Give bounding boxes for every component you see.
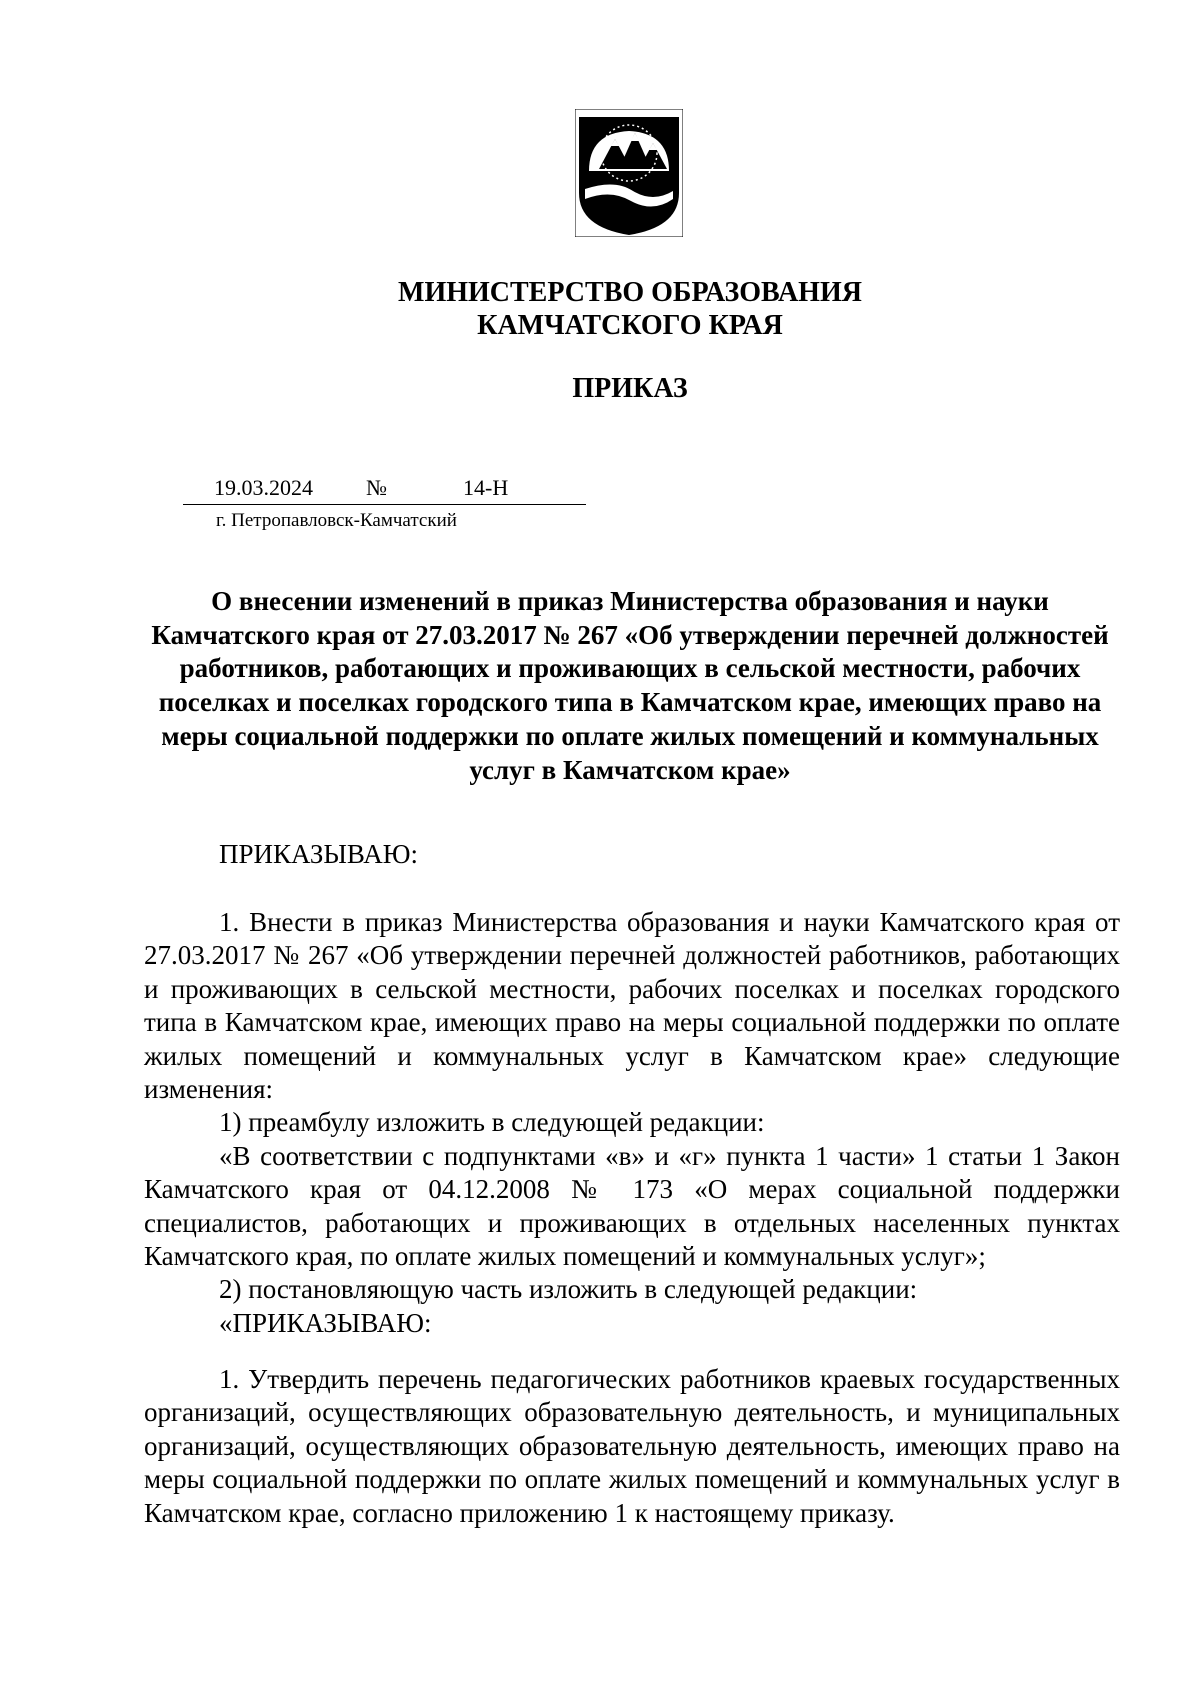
order-body: [144, 906, 1120, 1340]
coat-of-arms-icon: [575, 109, 683, 237]
quote-order-word: «ПРИКАЗЫВАЮ:: [219, 1307, 432, 1338]
number-sign: №: [366, 475, 387, 500]
new-item-1: 1. Утвердить перечень педагогических работников краевых государственных организаций, осуществляющих образовательную деятельность, и муниципальных организаций, осуществляющих образовательную деятельность, имеющих право на меры социальной поддержки по оплате жилых помещений и коммунальных услуг в Камчатском крае, согласно приложению 1 к настоящему приказу.: [144, 1364, 1120, 1528]
order-word: [144, 838, 1120, 871]
ministry-line-1: МИНИСТЕРСТВО ОБРАЗОВАНИЯ: [398, 277, 862, 308]
date-number-line: [183, 474, 586, 505]
order-date: 19.03.2024: [214, 475, 313, 500]
order-word-text: ПРИКАЗЫВАЮ:: [219, 839, 418, 869]
new-order-body: [144, 1363, 1120, 1530]
quote-preamble: «В соответствии с подпунктами «в» и «г» пункта 1 части» 1 статьи 1 Закон Камчатского края от 04.12.2008 № 173 «О мерах социальной поддержки специалистов, работающих и проживающих в отдельных населенных пунктах Камчатского края, по оплате жилых помещений и коммунальных услуг»;: [144, 1140, 1120, 1272]
city-label: г. Петропавловск-Камчатский: [216, 510, 457, 531]
item-1: 1. Внести в приказ Министерства образования и науки Камчатского края от 27.03.2017 № 267 «Об утверждении перечней должностей работников, работающих и проживающих в сельской местности, рабочих поселках и поселках городского типа в Камчатском крае, имеющих право на меры социальной поддержки по оплате жилых помещений и коммунальных услуг в Камчатском крае» следующие изменения:: [144, 907, 1120, 1105]
sub-item-2: 2) постановляющую часть изложить в следующей редакции:: [219, 1274, 918, 1305]
order-number: 14-Н: [463, 475, 509, 500]
document-type: ПРИКАЗ: [572, 373, 688, 404]
ministry-title: [0, 276, 1200, 342]
sub-item-1: 1) преамбулу изложить в следующей редакции:: [219, 1107, 765, 1138]
ministry-line-2: КАМЧАТСКОГО КРАЯ: [477, 310, 783, 341]
order-subject: О внесении изменений в приказ Министерства образования и науки Камчатского края от 27.03.2017 № 267 «Об утверждении перечней должностей работников, работающих и проживающих в сельской местности, рабочих поселках и поселках городского типа в Камчатском крае, имеющих право на меры социальной поддержки по оплате жилых помещений и коммунальных услуг в Камчатском крае»: [151, 586, 1109, 785]
